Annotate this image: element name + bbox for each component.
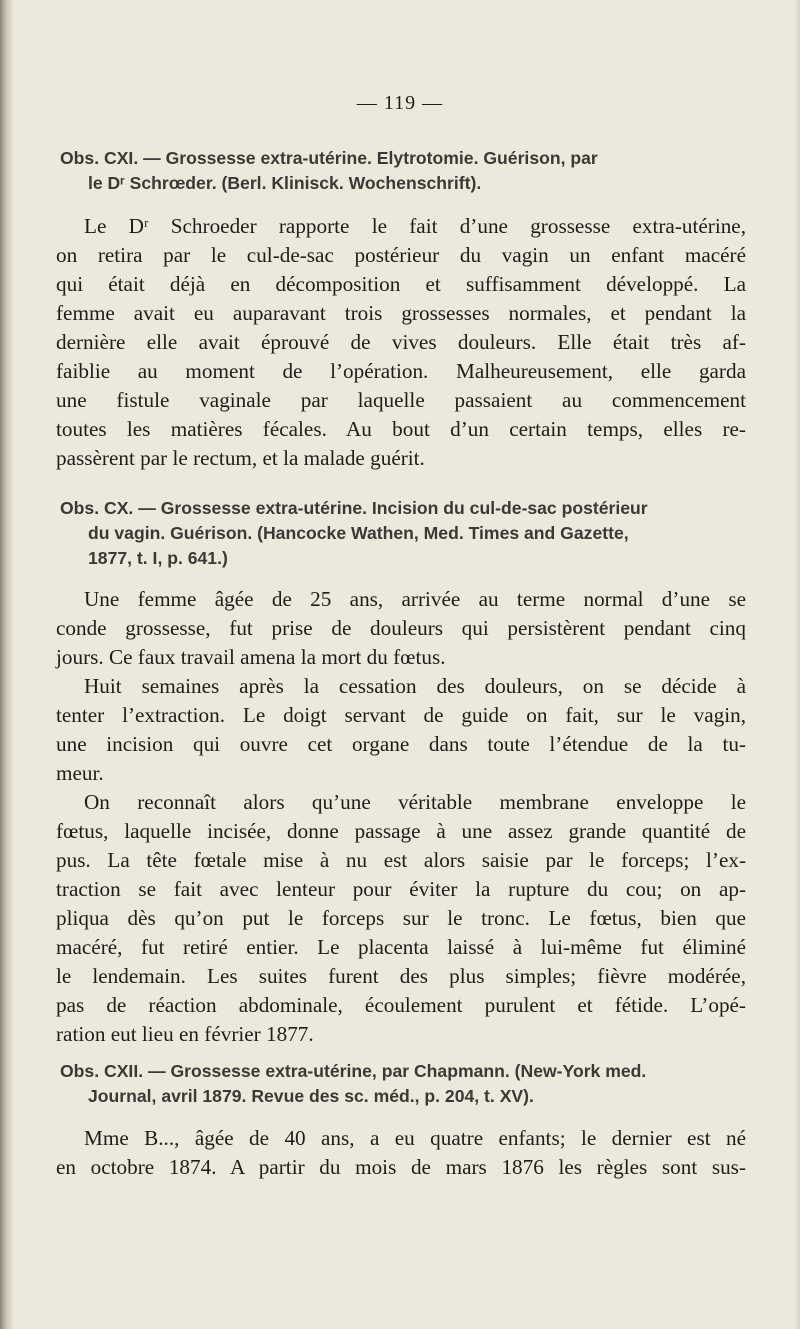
observation-heading-cxii <box>60 1059 748 1109</box>
text-line: Le Dʳ Schroeder rapporte le fait d’une grossesse extra-utérine, <box>84 214 746 238</box>
text-line: en octobre 1874. A partir du mois de mars 1876 les règles sont sus- <box>56 1155 746 1179</box>
observation-heading-line: du vagin. Guérison. (Hancocke Wathen, Med. Times and Gazette, <box>88 523 629 543</box>
text-line: une fistule vaginale par laquelle passaient au commencement <box>56 388 746 412</box>
observation-heading-line: Obs. CX. — Grossesse extra-utérine. Incision du cul-de-sac postérieur <box>60 498 648 518</box>
paragraph-schroeder-case <box>56 212 746 473</box>
page-number: — 119 — <box>356 92 444 114</box>
text-line: passèrent par le rectum, et la malade guérit. <box>56 446 425 470</box>
text-line: toutes les matières fécales. Au bout d’un certain temps, elles re- <box>56 417 746 441</box>
text-line: meur. <box>56 761 104 785</box>
text-line: pas de réaction abdominale, écoulement purulent et fétide. L’opé- <box>56 993 746 1017</box>
text-line: jours. Ce faux travail amena la mort du fœtus. <box>56 645 446 669</box>
paragraph-patient-history <box>56 585 746 672</box>
text-line: dernière elle avait éprouvé de vives douleurs. Elle était très af- <box>56 330 746 354</box>
text-line: on retira par le cul-de-sac postérieur du vagin un enfant macéré <box>56 243 746 267</box>
text-line: faiblie au moment de l’opération. Malheureusement, elle garda <box>56 359 746 383</box>
observation-heading-line: le Dʳ Schrœder. (Berl. Klinisck. Wochenschrift). <box>88 173 482 193</box>
text-line: femme avait eu auparavant trois grossesses normales, et pendant la <box>56 301 746 325</box>
paragraph-extraction <box>56 672 746 788</box>
text-line: fœtus, laquelle incisée, donne passage à une assez grande quantité de <box>56 819 746 843</box>
text-line: le lendemain. Les suites furent des plus simples; fièvre modérée, <box>56 964 746 988</box>
text-line: une incision qui ouvre cet organe dans toute l’étendue de la tu- <box>56 732 746 756</box>
text-line: Mme B..., âgée de 40 ans, a eu quatre enfants; le dernier est né <box>84 1126 746 1150</box>
text-line: qui était déjà en décomposition et suffisamment développé. La <box>56 272 746 296</box>
text-line: Une femme âgée de 25 ans, arrivée au terme normal d’une se <box>84 587 746 611</box>
text-line: macéré, fut retiré entier. Le placenta laissé à lui-même fut éliminé <box>56 935 746 959</box>
paragraph-operation <box>56 788 746 1049</box>
observation-heading-cxi <box>60 146 748 196</box>
text-line: conde grossesse, fut prise de douleurs qui persistèrent pendant cinq <box>56 616 746 640</box>
observation-heading-line: Obs. CXII. — Grossesse extra-utérine, par Chapmann. (New-York med. <box>60 1061 647 1081</box>
text-line: On reconnaît alors qu’une véritable membrane enveloppe le <box>84 790 746 814</box>
text-line: pus. La tête fœtale mise à nu est alors saisie par le forceps; l’ex- <box>56 848 746 872</box>
observation-heading-cx <box>60 496 748 571</box>
text-line: Huit semaines après la cessation des douleurs, on se décide à <box>84 674 746 698</box>
observation-heading-line: Journal, avril 1879. Revue des sc. méd., p. 204, t. XV). <box>88 1086 534 1106</box>
text-line: tenter l’extraction. Le doigt servant de guide on fait, sur le vagin, <box>56 703 746 727</box>
observation-heading-line: 1877, t. I, p. 641.) <box>88 548 228 568</box>
text-line: pliqua dès qu’on put le forceps sur le tronc. Le fœtus, bien que <box>56 906 746 930</box>
observation-heading-line: Obs. CXI. — Grossesse extra-utérine. Elytrotomie. Guérison, par <box>60 148 598 168</box>
text-line: traction se fait avec lenteur pour éviter la rupture du cou; on ap- <box>56 877 746 901</box>
paragraph-mme-b-case <box>56 1124 746 1182</box>
text-line: ration eut lieu en février 1877. <box>56 1022 314 1046</box>
